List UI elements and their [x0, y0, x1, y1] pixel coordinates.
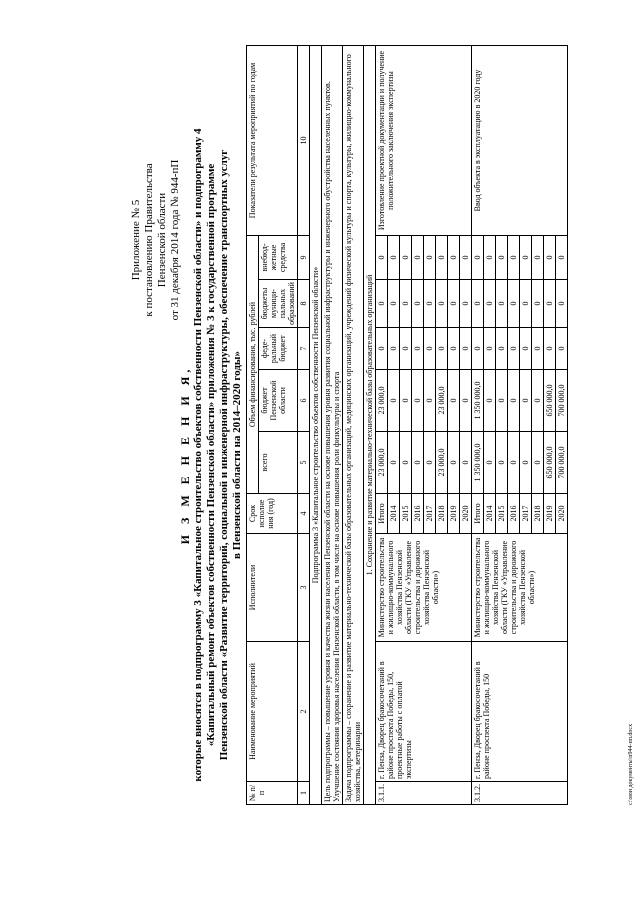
federal-cell: 0	[448, 328, 460, 370]
municipal-cell: 0	[544, 280, 556, 328]
year-cell: 2020	[460, 494, 472, 534]
offbudget-cell: 0	[412, 236, 424, 280]
federal-cell: 0	[472, 328, 484, 370]
document-title: И З М Е Н Е Н И Я,	[178, 365, 192, 545]
year-cell: 2017	[520, 494, 532, 534]
municipal-cell: 0	[400, 280, 412, 328]
year-cell: 2014	[388, 494, 400, 534]
offbudget-cell: 0	[448, 236, 460, 280]
total-cell: 23 000,0	[376, 432, 388, 494]
federal-cell: 0	[520, 328, 532, 370]
federal-cell: 0	[412, 328, 424, 370]
offbudget-cell: 0	[484, 236, 496, 280]
document-heading	[178, 125, 244, 785]
federal-cell: 0	[484, 328, 496, 370]
regional-cell: 0	[508, 370, 520, 432]
municipal-cell: 0	[460, 280, 472, 328]
heading-line-1: которые вносятся в подпрограмму 3 «Капитальное строительство объектов собственности Пензенской области» и подпрограмму 4	[192, 128, 204, 782]
offbudget-cell: 0	[424, 236, 436, 280]
municipal-cell: 0	[436, 280, 448, 328]
column-number: 10	[298, 46, 310, 236]
appendix-region: Пензенской области	[156, 192, 168, 288]
col-header-offbudget: внебюд- жетные средства	[259, 236, 298, 280]
federal-cell: 0	[460, 328, 472, 370]
regional-cell: 23 000,0	[436, 370, 448, 432]
regional-cell: 0	[448, 370, 460, 432]
appendix-number: Приложение № 5	[130, 199, 142, 281]
offbudget-cell: 0	[520, 236, 532, 280]
item-name: г. Пенза, Дворец бракосочетаний в районе проспекта Победы, 150, проектные работы с оплатой экспертизы	[376, 642, 472, 782]
offbudget-cell: 0	[436, 236, 448, 280]
column-number: 5	[298, 432, 310, 494]
regional-cell: 23 000,0	[376, 370, 388, 432]
municipal-cell: 0	[412, 280, 424, 328]
municipal-cell: 0	[532, 280, 544, 328]
year-cell: 2018	[532, 494, 544, 534]
municipal-cell: 0	[448, 280, 460, 328]
total-cell: 0	[484, 432, 496, 494]
federal-cell: 0	[424, 328, 436, 370]
regional-cell: 0	[424, 370, 436, 432]
total-cell: 0	[460, 432, 472, 494]
col-header-executors: Исполнители	[247, 534, 298, 642]
column-number: 7	[298, 328, 310, 370]
total-cell: 0	[496, 432, 508, 494]
changes-table	[246, 45, 568, 805]
appendix-date: от 31 декабря 2014 года № 944-пП	[169, 159, 181, 321]
offbudget-cell: 0	[532, 236, 544, 280]
column-number: 2	[298, 642, 310, 782]
federal-cell: 0	[508, 328, 520, 370]
year-cell: 2015	[496, 494, 508, 534]
col-header-municipal: бюджеты муници- пальных образований	[259, 280, 298, 328]
offbudget-cell: 0	[472, 236, 484, 280]
col-header-funding: Объем финансирования, тыс. рублей	[247, 236, 259, 494]
federal-cell: 0	[376, 328, 388, 370]
federal-cell: 0	[400, 328, 412, 370]
federal-cell: 0	[388, 328, 400, 370]
item-executor: Министерство строительства и жилищно-коммунального хозяйства Пензенской области (ГКУ «Управление строительства и дорожного хозяйства Пензенской области»)	[472, 534, 568, 642]
col-header-indicators: Показатели результата мероприятий по годам	[247, 46, 298, 236]
municipal-cell: 0	[424, 280, 436, 328]
total-cell: 0	[532, 432, 544, 494]
year-cell: Итого	[472, 494, 484, 534]
offbudget-cell: 0	[388, 236, 400, 280]
total-cell: 650 000,0	[544, 432, 556, 494]
municipal-cell: 0	[496, 280, 508, 328]
municipal-cell: 0	[556, 280, 568, 328]
heading-line-4: в Пензенской области на 2014–2020 годы»	[231, 351, 243, 559]
offbudget-cell: 0	[508, 236, 520, 280]
federal-cell: 0	[544, 328, 556, 370]
regional-cell: 1 350 000,0	[472, 370, 484, 432]
item-result: Изготовление проектной документации и получение положительного заключения экспертизы	[376, 46, 472, 236]
municipal-cell: 0	[508, 280, 520, 328]
heading-line-2: «Капитальный ремонт объектов собственности Пензенской области» приложения № 3 к государственной программе	[205, 163, 217, 747]
appendix-ref: к постановлению Правительства	[143, 163, 155, 317]
year-cell: 2020	[556, 494, 568, 534]
total-cell: 700 000,0	[556, 432, 568, 494]
subprogram-title: Подпрограмма 3 «Капитальное строительство объектов собственности Пензенской области»	[310, 46, 322, 805]
item-executor: Министерство строительства и жилищно-коммунального хозяйства Пензенской области (ГКУ «Управление строительства и дорожного хозяйства Пензенской области»)	[376, 534, 472, 642]
col-header-regional: бюджет Пензенской области	[259, 370, 298, 432]
total-cell: 1 350 000,0	[472, 432, 484, 494]
column-number: 4	[298, 494, 310, 534]
subprogram-goal: Цель подпрограммы – повышение уровня и качества жизни населения Пензенской области на основе повышения уровня развития социальной инфраструктуры и инженерного обустройства населенных пунктов. Улучшение состояния здоровья населения Пензенской области, в том числе на основе повышения роли физкультуры и спорта	[322, 46, 343, 805]
regional-cell: 0	[400, 370, 412, 432]
year-cell: 2016	[412, 494, 424, 534]
municipal-cell: 0	[520, 280, 532, 328]
year-cell: 2019	[544, 494, 556, 534]
file-path-footer: с:\мои документы\п944-пп.docx	[628, 723, 634, 805]
column-number: 9	[298, 236, 310, 280]
regional-cell: 0	[496, 370, 508, 432]
offbudget-cell: 0	[496, 236, 508, 280]
regional-cell: 650 000,0	[544, 370, 556, 432]
municipal-cell: 0	[376, 280, 388, 328]
col-header-name: Наименование мероприятий	[247, 642, 298, 782]
year-cell: 2015	[400, 494, 412, 534]
year-cell: 2019	[448, 494, 460, 534]
regional-cell: 0	[520, 370, 532, 432]
heading-line-3: Пензенской области «Развитие территорий, социальной и инженерной инфраструктуры, обеспечение транспортных услуг	[218, 149, 230, 761]
col-header-no: № п/п	[247, 782, 298, 805]
federal-cell: 0	[496, 328, 508, 370]
regional-cell: 0	[484, 370, 496, 432]
item-number: 3.1.2.	[472, 782, 568, 805]
col-header-term: Срок исполне ния (год)	[247, 494, 298, 534]
year-cell: 2014	[484, 494, 496, 534]
column-number: 6	[298, 370, 310, 432]
municipal-cell: 0	[484, 280, 496, 328]
item-name: г. Пенза, Дворец бракосочетаний в районе проспекта Победы, 150	[472, 642, 568, 782]
year-cell: Итого	[376, 494, 388, 534]
section-title: 1. Сохранение и развитие материально-технической базы образовательных организаций	[364, 46, 376, 805]
federal-cell: 0	[436, 328, 448, 370]
total-cell: 23 000,0	[436, 432, 448, 494]
offbudget-cell: 0	[400, 236, 412, 280]
year-cell: 2016	[508, 494, 520, 534]
regional-cell: 700 000,0	[556, 370, 568, 432]
table-row	[376, 46, 388, 805]
total-cell: 0	[448, 432, 460, 494]
regional-cell: 0	[388, 370, 400, 432]
total-cell: 0	[520, 432, 532, 494]
total-cell: 0	[508, 432, 520, 494]
offbudget-cell: 0	[544, 236, 556, 280]
total-cell: 0	[424, 432, 436, 494]
regional-cell: 0	[532, 370, 544, 432]
col-header-federal: феде- ральный бюджет	[259, 328, 298, 370]
item-result: Ввод объекта в эксплуатацию в 2020 году	[472, 46, 568, 236]
total-cell: 0	[400, 432, 412, 494]
offbudget-cell: 0	[556, 236, 568, 280]
table-row	[472, 46, 484, 805]
offbudget-cell: 0	[376, 236, 388, 280]
federal-cell: 0	[532, 328, 544, 370]
col-header-total: всего	[259, 432, 298, 494]
appendix-block	[130, 130, 182, 350]
offbudget-cell: 0	[460, 236, 472, 280]
item-number: 3.1.1.	[376, 782, 472, 805]
year-cell: 2017	[424, 494, 436, 534]
municipal-cell: 0	[472, 280, 484, 328]
municipal-cell: 0	[388, 280, 400, 328]
total-cell: 0	[412, 432, 424, 494]
column-number: 1	[298, 782, 310, 805]
total-cell: 0	[388, 432, 400, 494]
subprogram-task: Задача подпрограммы – сохранение и развитие материально-технической базы образовательных организаций, медицинских организаций, учреждений физической культуры и спорта, культуры, жилищно-коммунального хозяйства, ветеринарии	[343, 46, 364, 805]
column-number: 8	[298, 280, 310, 328]
federal-cell: 0	[556, 328, 568, 370]
column-numbers-row	[298, 46, 310, 805]
year-cell: 2018	[436, 494, 448, 534]
column-number: 3	[298, 534, 310, 642]
regional-cell: 0	[412, 370, 424, 432]
regional-cell: 0	[460, 370, 472, 432]
